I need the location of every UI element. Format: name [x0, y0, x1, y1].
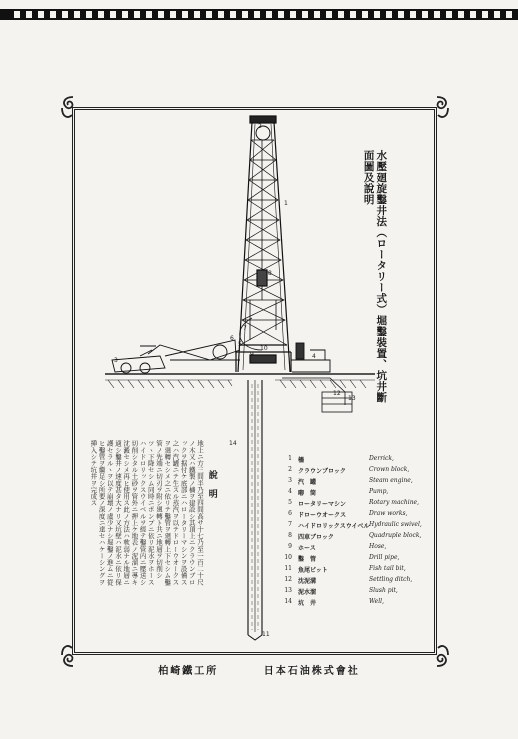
legend-japanese-label: ハイドロリックスウイベル — [298, 523, 370, 530]
svg-text:3: 3 — [114, 357, 118, 364]
svg-text:10: 10 — [260, 345, 268, 352]
legend-japanese-label: 坑 井 — [298, 600, 317, 607]
svg-text:6: 6 — [230, 335, 234, 342]
legend-japanese-label: 四車ブロック — [298, 534, 334, 541]
legend-row — [282, 477, 432, 487]
legend-english-label: Crown block, — [369, 466, 410, 473]
well-bore — [248, 380, 262, 640]
publisher-footer — [0, 662, 518, 677]
svg-text:5: 5 — [238, 341, 242, 348]
legend-english-label: Pump, — [369, 488, 389, 495]
legend-row — [282, 565, 432, 575]
svg-text:7: 7 — [243, 325, 247, 332]
legend-number: 12 — [284, 576, 292, 583]
derrick — [236, 116, 291, 372]
legend-english-label: Derrick, — [369, 455, 394, 462]
legend-row — [282, 532, 432, 542]
legend-number: 14 — [284, 598, 292, 605]
legend-number: 11 — [284, 565, 292, 572]
legend-list — [282, 455, 432, 615]
ground-surface — [105, 374, 375, 388]
legend-english-label: Drill pipe, — [369, 554, 400, 561]
svg-text:1: 1 — [284, 200, 288, 207]
explanation-body: 地上ニ方三間半乃至四間高サ十七乃至一百二十尺ノ木又ハ鐵製ノ檣ヲ建設シ其頂上ニクラウンブロックヲ据付ケ底部ニハロータリーマシンヲ設備ス之ハ汽罐ニテ生スル蒸汽ヲ以テドローウオークスヲ廻轉セシメ之ニ依リテ鑿管ヲ廻轉上下セシム鑿管ノ先端ニ切刃ヲ附シ廻轉ト共ニ地層ヲ切削シツヽ下降セシム同時ニポンプニ依リ泥水ヲホースハイドロリックスウイベルヲ經テ鑿管内ニ壓送シ切削シタル土砂ヲ管外ニ押上ケ地表ノ泥溜ニ導キ沈澱セシメ再ヒ使用ス此ノ方法ハ軟弱ナル地層ニ適シ鑿井ノ速度甚タ大ナリ又坑壁ハ泥水ニ依リ保護セラルヽヲ以テ崩壊ノ虞少ナシ堀鑿ノ進ムニ從ヒ鑿管ヲ繼足シ所要ノ深度ニ達セハケーシングヲ挿入シテ坑井ヲ完成ス — [89, 440, 204, 586]
legend-row — [282, 521, 432, 531]
legend-english-label: Hydraulic swivel, — [369, 521, 422, 528]
legend-number: 8 — [288, 532, 292, 539]
legend-row — [282, 466, 432, 476]
legend-row — [282, 543, 432, 553]
legend-english-label: Settling ditch, — [369, 576, 413, 583]
legend-number: 1 — [288, 455, 292, 462]
legend-english-label: Rotary machine, — [369, 499, 420, 506]
legend-japanese-label: ドローウオークス — [298, 512, 346, 519]
legend-row — [282, 554, 432, 564]
legend-number: 13 — [284, 587, 292, 594]
legend-japanese-label: 檣 — [298, 457, 305, 464]
legend-number: 4 — [288, 488, 292, 495]
legend-row — [282, 587, 432, 597]
legend-row — [282, 598, 432, 608]
svg-text:4: 4 — [312, 353, 316, 360]
legend-japanese-label: 魚尾ビット — [298, 567, 328, 574]
legend-number: 6 — [288, 510, 292, 517]
legend-english-label: Steam engine, — [369, 477, 413, 484]
legend-japanese-label: 鑿 管 — [298, 556, 317, 563]
legend-japanese-label: クラウンブロック — [298, 468, 346, 475]
svg-text:14: 14 — [229, 440, 237, 447]
legend-row — [282, 510, 432, 520]
legend-number: 3 — [288, 477, 292, 484]
legend-english-label: Draw works, — [369, 510, 408, 517]
legend-japanese-label: 喞 筒 — [298, 490, 317, 497]
svg-text:12: 12 — [333, 390, 341, 397]
legend-japanese-label: 沈泥溝 — [298, 578, 317, 585]
legend-japanese-label: ロータリーマシン — [298, 501, 346, 508]
legend-number: 9 — [288, 543, 292, 550]
legend-english-label: Quadruple block, — [369, 532, 422, 539]
legend-row — [282, 499, 432, 509]
steam-engine-and-drawworks — [112, 340, 240, 373]
legend-japanese-label: ホース — [298, 545, 316, 552]
legend-number: 2 — [288, 466, 292, 473]
legend-number: 7 — [288, 521, 292, 528]
svg-text:2: 2 — [258, 123, 262, 130]
legend-japanese-label: 汽 罐 — [298, 479, 317, 486]
document-title: 水壓廻旋鑿井法（ロータリー式）堀鑿裝置、坑井斷面圖及說明 — [362, 150, 388, 403]
legend-row — [282, 576, 432, 586]
svg-text:8: 8 — [268, 270, 272, 277]
svg-text:9: 9 — [250, 351, 254, 358]
legend-japanese-label: 泥水溜 — [298, 589, 317, 596]
pump-unit — [291, 343, 330, 372]
legend-english-label: Well, — [369, 598, 384, 605]
svg-text:13: 13 — [348, 395, 356, 402]
footer-right-name: 柏崎鐵工所 — [158, 666, 219, 677]
legend-row — [282, 488, 432, 498]
legend-number: 10 — [284, 554, 292, 561]
legend-english-label: Slush pit, — [369, 587, 398, 594]
explanation-heading: 說 明 — [206, 470, 217, 499]
footer-left-name: 日本石油株式會社 — [263, 666, 360, 677]
svg-text:11: 11 — [262, 631, 270, 638]
legend-row — [282, 455, 432, 465]
legend-number: 5 — [288, 499, 292, 506]
legend-english-label: Hose, — [369, 543, 387, 550]
legend-english-label: Fish tail bit, — [369, 565, 406, 572]
